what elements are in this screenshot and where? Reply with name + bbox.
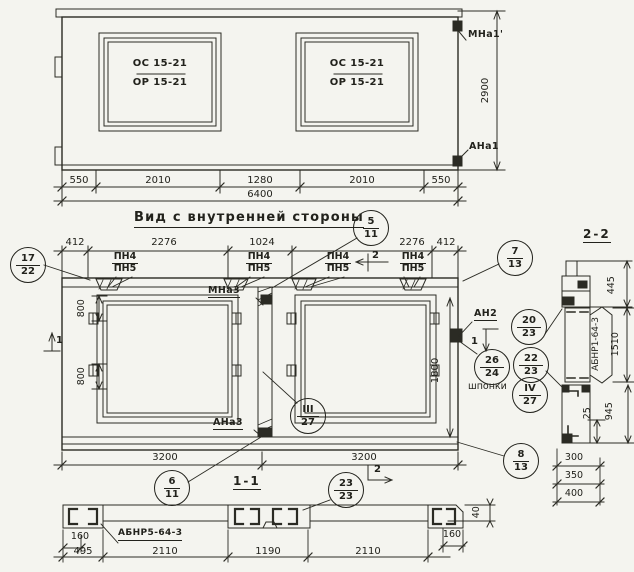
pn-label: ПН4 ПН5 [401, 251, 425, 274]
dim-label: 2010 [145, 175, 171, 186]
dim-160-right: 160 [442, 529, 462, 540]
dim-1800: 1800 [430, 357, 442, 384]
mark-ana1: АНа1 [469, 141, 499, 152]
dim-label: 412 [65, 237, 85, 248]
callout-6-11: 6 11 [154, 470, 190, 506]
callout-17-22: 17 22 [10, 247, 46, 283]
dim-label: 1190 [255, 546, 281, 557]
mark-mna3: МНа3 [208, 286, 240, 298]
dim-3200-left: 3200 [152, 452, 178, 463]
dim-300: 300 [564, 452, 584, 463]
dim-40: 40 [470, 506, 482, 519]
dim-label: 1024 [249, 237, 275, 248]
callout-22-23: 22 23 [513, 347, 549, 383]
callout-8-13: 8 13 [503, 443, 539, 479]
callout-III-27: III 27 [290, 398, 326, 434]
section-1-1-header: 1-1 [233, 475, 261, 490]
shponki-label: шпонки [468, 381, 507, 392]
dim-3200-right: 3200 [351, 452, 377, 463]
callout-20-23: 20 23 [511, 309, 547, 345]
window-code-or: ОР 15-21 [329, 77, 385, 88]
mark-an2: АН2 [474, 309, 497, 321]
dim-label: 2110 [355, 546, 381, 557]
section-2-2-header: 2-2 [583, 228, 611, 243]
callout-7-13: 7 13 [497, 240, 533, 276]
window-code-os: ОС 15-21 [132, 58, 188, 69]
pn-label: ПН4 ПН5 [113, 251, 137, 274]
dim-label: 2010 [349, 175, 375, 186]
dim-label: 2110 [152, 546, 178, 557]
callout-5-11: 5 11 [353, 210, 389, 246]
window-code-os: ОС 15-21 [329, 58, 385, 69]
dim-label: 495 [73, 546, 93, 557]
dim-25: 25 [581, 407, 593, 420]
callout-23-23: 23 23 [328, 472, 364, 508]
part-label-abnr1: АБНР1-64-3 [591, 316, 602, 371]
mark-ana3: АНа3 [213, 418, 243, 430]
section-1-marker-right: 1 [471, 336, 479, 347]
pn-label: ПН4 ПН5 [247, 251, 271, 274]
dim-height-label: 2900 [480, 77, 492, 104]
dim-400: 400 [564, 488, 584, 499]
dim-160-left: 160 [70, 531, 90, 542]
callout-IV-27: IV 27 [512, 377, 548, 413]
dim-800-bottom: 800 [75, 367, 87, 386]
dim-445: 445 [605, 276, 617, 295]
dim-label: 412 [436, 237, 456, 248]
mark-mna1: МНа1' [468, 29, 504, 40]
dim-label: 2276 [151, 237, 177, 248]
dim-label: 550 [69, 175, 89, 186]
section-2-marker-top: 2 [372, 250, 380, 261]
dim-label: 550 [431, 175, 451, 186]
dim-945: 945 [603, 402, 615, 421]
section-1-marker-left: 1 [56, 335, 64, 346]
dim-label: 1280 [247, 175, 273, 186]
dim-800-top: 800 [75, 299, 87, 318]
dim-350: 350 [564, 470, 584, 481]
callout-26-24: 26 24 [474, 349, 510, 385]
section-2-marker-bottom: 2 [374, 464, 382, 475]
view-title: Вид с внутренней стороны [134, 211, 364, 228]
dim-1510: 1510 [609, 332, 621, 357]
pn-label: ПН4 ПН5 [326, 251, 350, 274]
part-label-abnr5: АБНР5-64-3 [118, 529, 182, 541]
dim-label: 2276 [399, 237, 425, 248]
window-code-or: ОР 15-21 [132, 77, 188, 88]
dim-total-label: 6400 [247, 189, 273, 200]
